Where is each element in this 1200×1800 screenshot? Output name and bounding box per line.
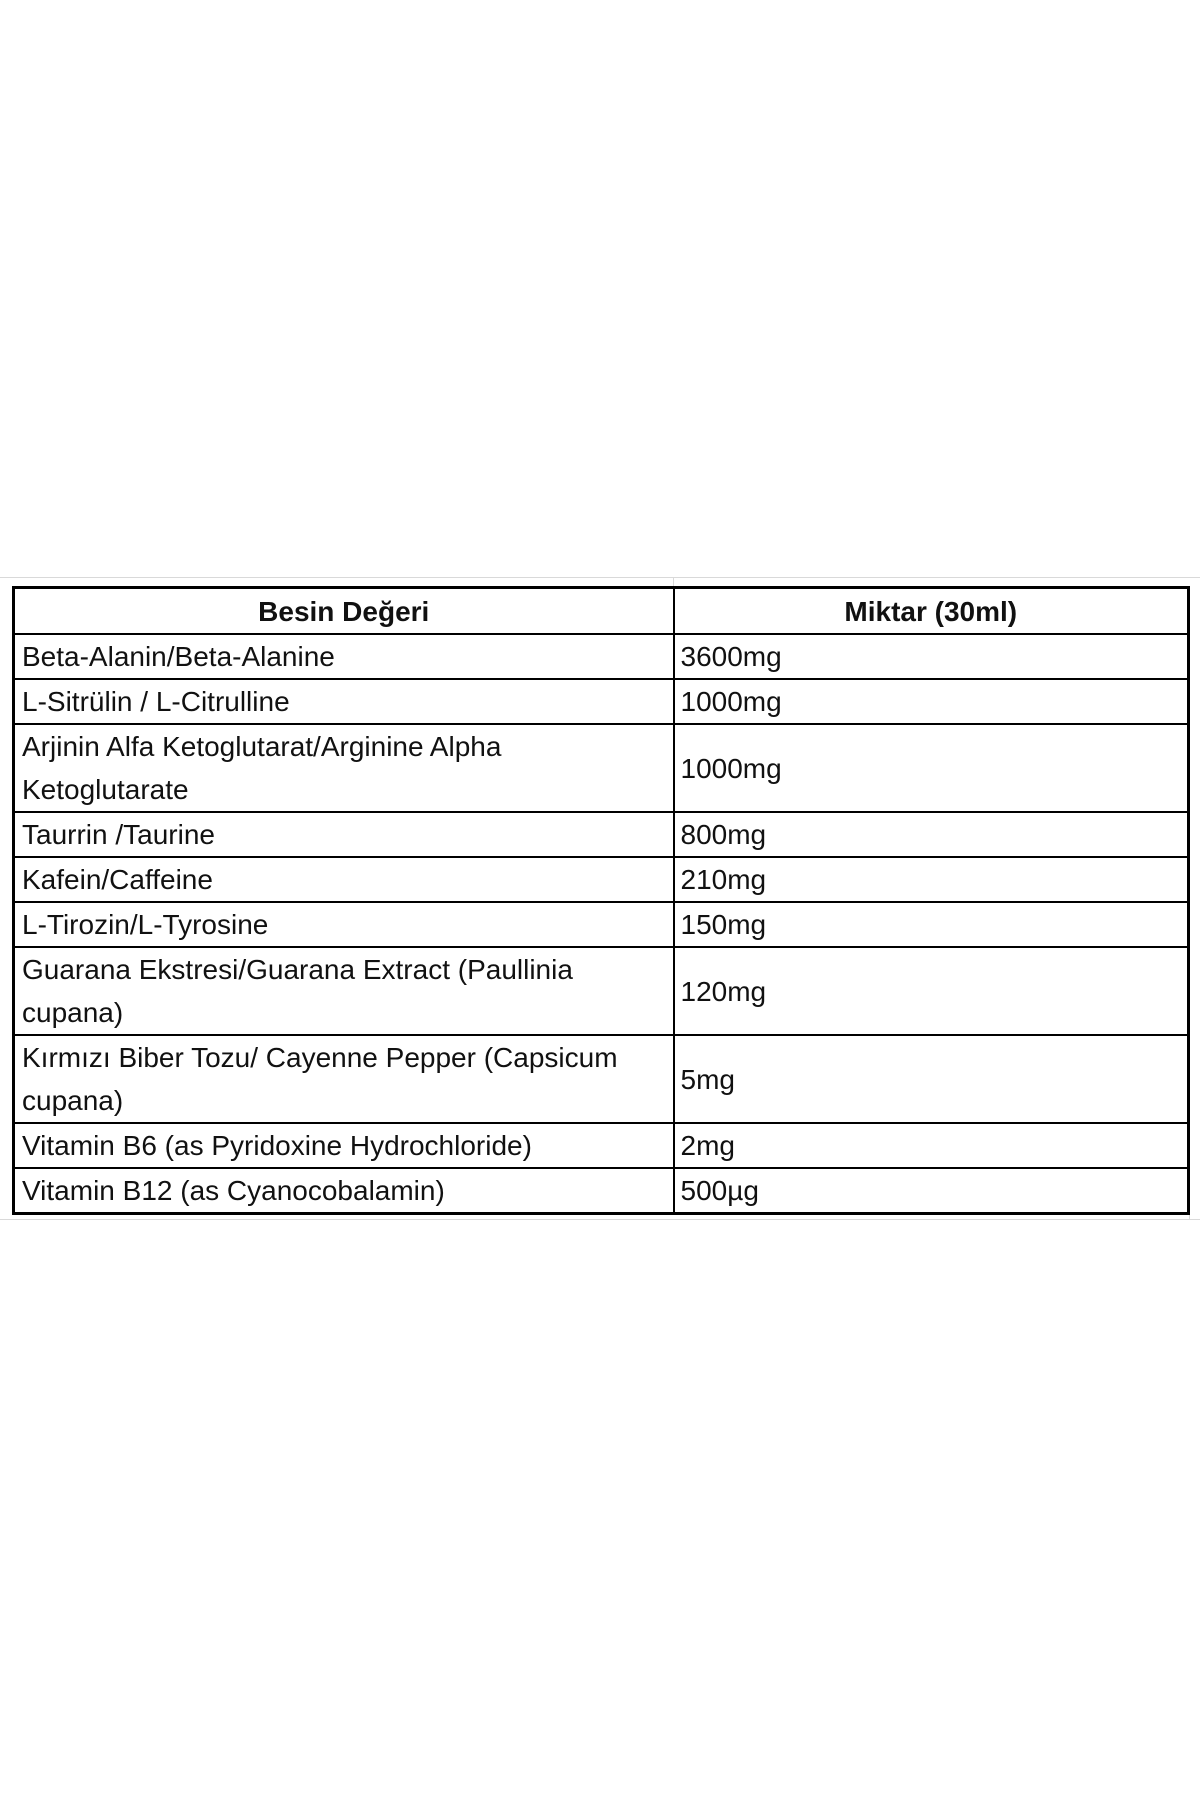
nutrient-amount: 5mg — [674, 1035, 1189, 1123]
header-amount: Miktar (30ml) — [674, 588, 1189, 635]
nutrient-amount: 1000mg — [674, 724, 1189, 812]
gridline — [0, 577, 1200, 578]
table-row — [14, 812, 1189, 857]
nutrient-amount: 150mg — [674, 902, 1189, 947]
nutrient-name: Arjinin Alfa Ketoglutarat/Arginine Alpha Ketoglutarate — [14, 724, 674, 812]
nutrient-amount: 500µg — [674, 1168, 1189, 1214]
gridline — [0, 1219, 1200, 1220]
nutrient-amount: 120mg — [674, 947, 1189, 1035]
nutrient-name: Vitamin B12 (as Cyanocobalamin) — [14, 1168, 674, 1214]
table-row — [14, 679, 1189, 724]
table-row — [14, 1168, 1189, 1214]
table-header-row — [14, 588, 1189, 635]
nutrient-amount: 3600mg — [674, 634, 1189, 679]
nutrition-table-container — [12, 586, 1187, 1215]
nutrient-name: Guarana Ekstresi/Guarana Extract (Paullinia cupana) — [14, 947, 674, 1035]
nutrient-amount: 2mg — [674, 1123, 1189, 1168]
nutrient-name: Kafein/Caffeine — [14, 857, 674, 902]
table-row — [14, 1123, 1189, 1168]
nutrient-amount: 800mg — [674, 812, 1189, 857]
nutrient-amount: 210mg — [674, 857, 1189, 902]
header-nutrient: Besin Değeri — [14, 588, 674, 635]
nutrient-name: Taurrin /Taurine — [14, 812, 674, 857]
table-row — [14, 947, 1189, 1035]
nutrient-name: Beta-Alanin/Beta-Alanine — [14, 634, 674, 679]
nutrient-name: Vitamin B6 (as Pyridoxine Hydrochloride) — [14, 1123, 674, 1168]
table-row — [14, 1035, 1189, 1123]
table-row — [14, 724, 1189, 812]
nutrient-name: L-Tirozin/L-Tyrosine — [14, 902, 674, 947]
nutrient-name: L-Sitrülin / L-Citrulline — [14, 679, 674, 724]
nutrient-name: Kırmızı Biber Tozu/ Cayenne Pepper (Capsicum cupana) — [14, 1035, 674, 1123]
table-row — [14, 634, 1189, 679]
table-row — [14, 857, 1189, 902]
nutrient-amount: 1000mg — [674, 679, 1189, 724]
table-row — [14, 902, 1189, 947]
nutrition-table — [12, 586, 1190, 1215]
